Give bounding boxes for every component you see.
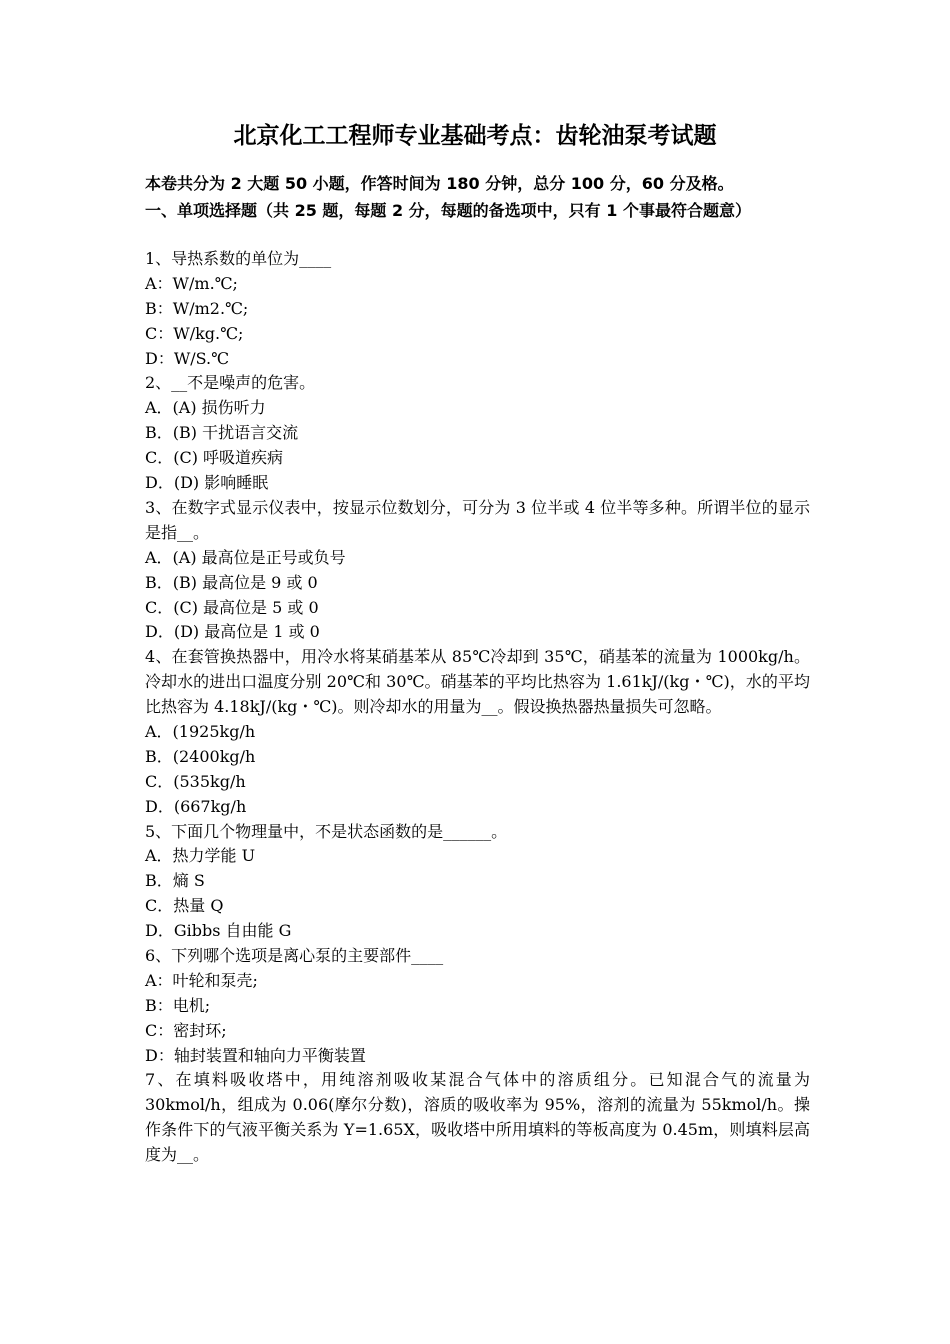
question-stem: 2、__不是噪声的危害。 <box>145 373 316 393</box>
answer-option: D．(D) 最高位是 1 或 0 <box>145 622 320 642</box>
answer-option: C．(C) 呼吸道疾病 <box>145 448 284 468</box>
answer-option: A：叶轮和泵壳; <box>145 970 258 990</box>
question-list <box>145 247 810 1168</box>
section-heading: 一、单项选择题（共 25 题，每题 2 分，每题的备选项中，只有 1 个事最符合题意） <box>145 201 751 220</box>
answer-option: C．(C) 最高位是 5 或 0 <box>145 597 319 617</box>
question-stem: 5、下面几个物理量中，不是状态函数的是______。 <box>145 821 508 841</box>
answer-option: A．(A) 损伤听力 <box>145 398 266 418</box>
answer-option: B：W/m2.℃; <box>145 298 249 318</box>
question-stem: 3、在数字式显示仪表中，按显示位数划分，可分为 3 位半或 4 位半等多种。所谓半位的显示是指__。 <box>145 497 810 542</box>
answer-option: A．(A) 最高位是正号或负号 <box>145 547 346 567</box>
question-stem: 1、导热系数的单位为____ <box>145 249 332 268</box>
answer-option: C：W/kg.℃; <box>145 323 244 343</box>
answer-option: C．(535kg/h <box>145 771 246 791</box>
exam-intro: 本卷共分为 2 大题 50 小题，作答时间为 180 分钟，总分 100 分，60 分及格。 <box>145 174 734 193</box>
answer-option: B．(2400kg/h <box>145 746 256 766</box>
answer-option: C：密封环; <box>145 1020 227 1040</box>
answer-option: C．热量 Q <box>145 896 224 916</box>
answer-option: D．Gibbs 自由能 G <box>145 921 292 941</box>
question-stem: 6、下列哪个选项是离心泵的主要部件____ <box>145 946 444 966</box>
page-title: 北京化工工程师专业基础考点：齿轮油泵考试题 <box>233 123 717 149</box>
answer-option: B．(B) 干扰语言交流 <box>145 423 299 443</box>
answer-option: A．(1925kg/h <box>145 722 256 741</box>
answer-option: B．(B) 最高位是 9 或 0 <box>145 572 318 592</box>
answer-option: D．(D) 影响睡眠 <box>145 473 269 493</box>
question-stem: 7、在填料吸收塔中，用纯溶剂吸收某混合气体中的溶质组分。已知混合气的流量为 30kmol/h，组成为 0.06(摩尔分数)，溶质的吸收率为 95%，溶剂的流量为 55kmol/h。操作条件下的气液平衡关系为 Y=1.65X，吸收塔中所用填料的等板高度为 0.45m，则填料层高度为__。 <box>145 1070 810 1165</box>
answer-option: D．(667kg/h <box>145 796 247 816</box>
answer-option: D：W/S.℃ <box>145 348 230 368</box>
answer-option: A．热力学能 U <box>145 846 256 866</box>
answer-option: B：电机; <box>145 995 211 1015</box>
answer-option: A：W/m.℃; <box>145 273 238 293</box>
question-stem: 4、在套管换热器中，用冷水将某硝基苯从 85℃冷却到 35℃，硝基苯的流量为 1000kg/h。冷却水的进出口温度分别 20℃和 30℃。硝基苯的平均比热容为 1.61kJ/(kg・℃)，水的平均比热容为 4.18kJ/(kg・℃)。则冷却水的用量为__。假设换热器热量损失可忽略。 <box>145 647 810 717</box>
answer-option: D：轴封装置和轴向力平衡装置 <box>145 1045 366 1065</box>
answer-option: B．熵 S <box>145 871 205 891</box>
